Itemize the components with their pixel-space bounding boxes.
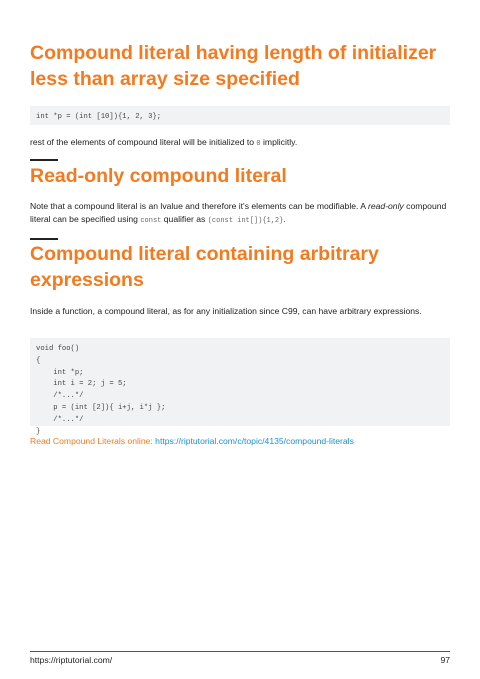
read-online-link[interactable]: https://riptutorial.com/c/topic/4135/compound-literals <box>155 436 354 446</box>
text-segment: qualifier as <box>161 214 208 224</box>
paragraph-arbitrary: Inside a function, a compound literal, as for any initialization since C99, can have arbitrary expressions. <box>30 306 422 316</box>
italic-read-only: read-only <box>367 201 404 211</box>
code-block-foo: void foo() { int *p; int i = 2; j = 5; /*...*/ p = (int [2]){ i+j, i*j }; /*...*/ } <box>30 338 450 426</box>
footer-divider <box>30 651 450 652</box>
text-segment: compound literal can be specified using <box>30 201 447 224</box>
inline-code-const: const <box>140 217 162 225</box>
section-divider <box>30 238 58 240</box>
text-segment: implicitly. <box>260 137 298 147</box>
text-segment: Note that a compound literal is an lvalue and therefore it's elements can be modifiable. A <box>30 201 368 211</box>
section-heading-arbitrary: Compound literal containing arbitrary expressions <box>30 243 379 291</box>
text-segment: rest of the elements of compound literal will be initialized to <box>30 137 257 147</box>
paragraph-rest-elements <box>30 136 450 151</box>
footer-page-number: 97 <box>440 655 450 665</box>
section-divider <box>30 159 58 161</box>
text-segment: . <box>283 214 286 224</box>
section-heading-read-only: Read-only compound literal <box>30 165 287 187</box>
section-heading-length-less: Compound literal having length of initializer less than array size specified <box>30 42 437 90</box>
inline-code-const-literal: (const int[]){1,2} <box>207 217 284 225</box>
inline-code-zero: 0 <box>256 140 261 148</box>
read-online-label: Read Compound Literals online: <box>30 436 156 446</box>
code-block-initializer: int *p = (int [10]){1, 2, 3}; <box>30 106 450 125</box>
paragraph-read-only <box>30 200 450 228</box>
footer-site-url: https://riptutorial.com/ <box>30 655 113 665</box>
read-online-line <box>30 436 450 446</box>
